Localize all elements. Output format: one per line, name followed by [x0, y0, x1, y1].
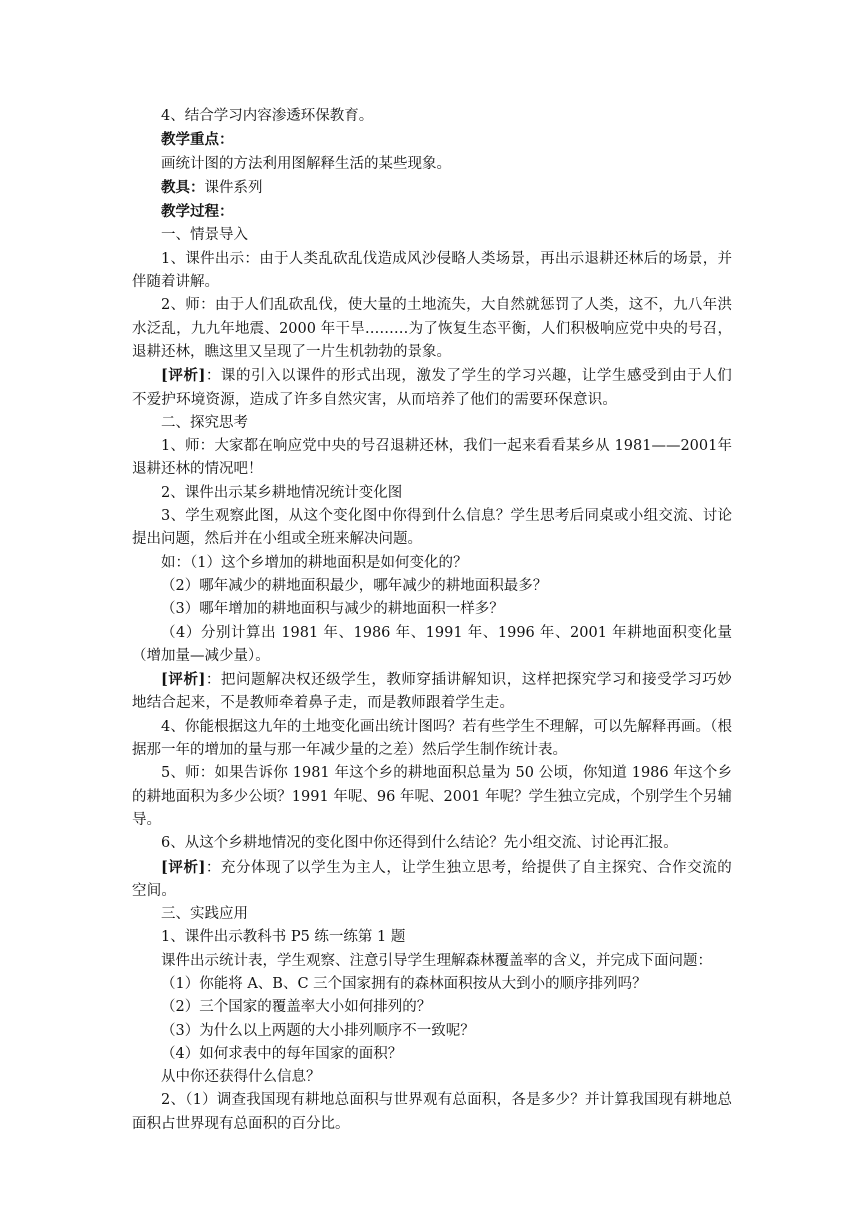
section-heading-2	[132, 412, 732, 435]
heading-label: 教学过程：	[161, 203, 234, 221]
paragraph-7	[132, 248, 732, 295]
question-2	[132, 575, 732, 598]
question-7	[132, 1020, 732, 1043]
comment-1	[132, 364, 732, 412]
paragraph-text: 画统计图的方法利用图解释生活的某些现象。	[161, 155, 451, 172]
paragraph-text: 课件出示统计表，学生观察、注意引导学生理解森林覆盖率的含义，并完成下面问题：	[161, 952, 712, 969]
comment-label: [评析]	[161, 858, 206, 876]
paragraph-text: 一、情景导入	[161, 227, 248, 244]
question-4	[132, 622, 732, 669]
paragraph-text: 1、课件出示教科书 P5 练一练第 1 题	[161, 929, 406, 946]
question-3	[132, 598, 732, 621]
paragraph-text: （1）你能将 A、B、C 三个国家拥有的森林面积按从大到小的顺序排列吗？	[161, 975, 647, 992]
paragraph-text: 二、探究思考	[161, 414, 248, 431]
paragraph-25	[132, 950, 732, 973]
document-body	[132, 105, 732, 1136]
paragraph-3	[132, 153, 732, 176]
comment-2	[132, 668, 732, 716]
heading-process	[132, 200, 732, 224]
paragraph-text: 1、师：大家都在响应党中央的号召退耕还林，我们一起来看看某乡从 1981——2001年退耕还林的情况吧！	[132, 438, 732, 478]
paragraph-text: （3）哪年增加的耕地面积与减少的耕地面积一样多？	[161, 601, 504, 618]
paragraph-text: 6、从这个乡耕地情况的变化图中你还得到什么结论？先小组交流、讨论再汇报。	[161, 835, 678, 852]
paragraph-12	[132, 482, 732, 505]
paragraph-24	[132, 926, 732, 949]
paragraph-text: 4、结合学习内容渗透环保教育。	[161, 108, 374, 124]
paragraph-text: 2、（1）调查我国现有耕地总面积与世界观有总面积，各是多少？并计算我国现有耕地总面积占世界现有总面积的百分比。	[132, 1092, 732, 1132]
heading-label: 教学重点：	[161, 131, 234, 149]
paragraph-text: （2）三个国家的覆盖率大小如何排列的？	[161, 999, 432, 1016]
paragraph-19	[132, 716, 732, 763]
comment-text: ：把问题解决权还级学生，教师穿插讲解知识，这样把探究学习和接受学习巧妙地结合起来，不是教师牵着鼻子走，而是教师跟着学生走。	[132, 672, 732, 712]
paragraph-30	[132, 1066, 732, 1089]
question-1	[132, 552, 732, 575]
comment-text: ：课的引入以课件的形式出现，激发了学生的学习兴趣，让学生感受到由于人们不爱护环境资源，造成了许多自然灾害，从而培养了他们的需要环保意识。	[132, 368, 732, 408]
question-8	[132, 1043, 732, 1066]
comment-label: [评析]	[161, 367, 206, 385]
paragraph-text: 4、你能根据这九年的土地变化画出统计图吗？若有些学生不理解，可以先解释再画。（根据那一年的增加的量与那一年减少量的之差）然后学生制作统计表。	[132, 718, 732, 759]
paragraph-11	[132, 435, 732, 482]
paragraph-text: 1、课件出示：由于人类乱砍乱伐造成风沙侵略人类场景，再出示退耕还林后的场景，并伴随着讲解。	[132, 250, 732, 291]
paragraph-text: （3）为什么以上两题的大小排列顺序不一致呢？	[161, 1022, 475, 1039]
section-heading-1	[132, 224, 732, 247]
paragraph-21	[132, 832, 732, 855]
paragraph-text: （2）哪年减少的耕地面积最少，哪年减少的耕地面积最多？	[161, 577, 548, 594]
paragraph-text: 2、课件出示某乡耕地情况统计变化图	[161, 484, 403, 501]
comment-label: [评析]	[161, 671, 206, 689]
heading-key-points	[132, 128, 732, 152]
paragraph-1	[132, 105, 732, 128]
paragraph-text: 2、师：由于人们乱砍乱伐，使大量的土地流失，大自然就惩罚了人类，这不，九八年洪水泛乱，九九年地震、2000 年干旱………为了恢复生态平衡，人们积极响应党中央的号召，退耕还林，瞧这里又呈现了一片生机勃勃的景象。	[132, 297, 732, 360]
teaching-aids	[132, 176, 732, 200]
paragraph-text: 课件系列	[204, 179, 263, 196]
paragraph-text: 三、实践应用	[161, 906, 248, 923]
paragraph-20	[132, 762, 732, 832]
paragraph-31	[132, 1089, 732, 1136]
heading-label: 教具：	[161, 178, 205, 196]
paragraph-text: 5、师：如果告诉你 1981 年这个乡的耕地面积总量为 50 公顷，你知道 1986 年这个乡的耕地面积为多少公顷？1991 年呢、96 年呢、2001 年呢？学生独立完成，个别学生个另辅导。	[132, 765, 732, 828]
paragraph-text: （4）分别计算出 1981 年、1986 年、1991 年、1996 年、2001 年耕地面积变化量（增加量—减少量）。	[132, 624, 732, 664]
question-6	[132, 996, 732, 1019]
paragraph-8	[132, 294, 732, 364]
paragraph-text: 如：（1）这个乡增加的耕地面积是如何变化的？	[161, 554, 468, 571]
comment-3	[132, 856, 732, 904]
paragraph-text: 3、学生观察此图，从这个变化图中你得到什么信息？学生思考后同桌或小组交流、讨论提出问题，然后并在小组或全班来解决问题。	[132, 508, 732, 548]
paragraph-text: 从中你还获得什么信息？	[161, 1069, 321, 1086]
paragraph-13	[132, 505, 732, 552]
comment-text: ：充分体现了以学生为主人，让学生独立思考，给提供了自主探究、合作交流的空间。	[132, 859, 732, 899]
question-5	[132, 973, 732, 996]
paragraph-text: （4）如何求表中的每年国家的面积？	[161, 1045, 403, 1062]
section-heading-3	[132, 903, 732, 926]
